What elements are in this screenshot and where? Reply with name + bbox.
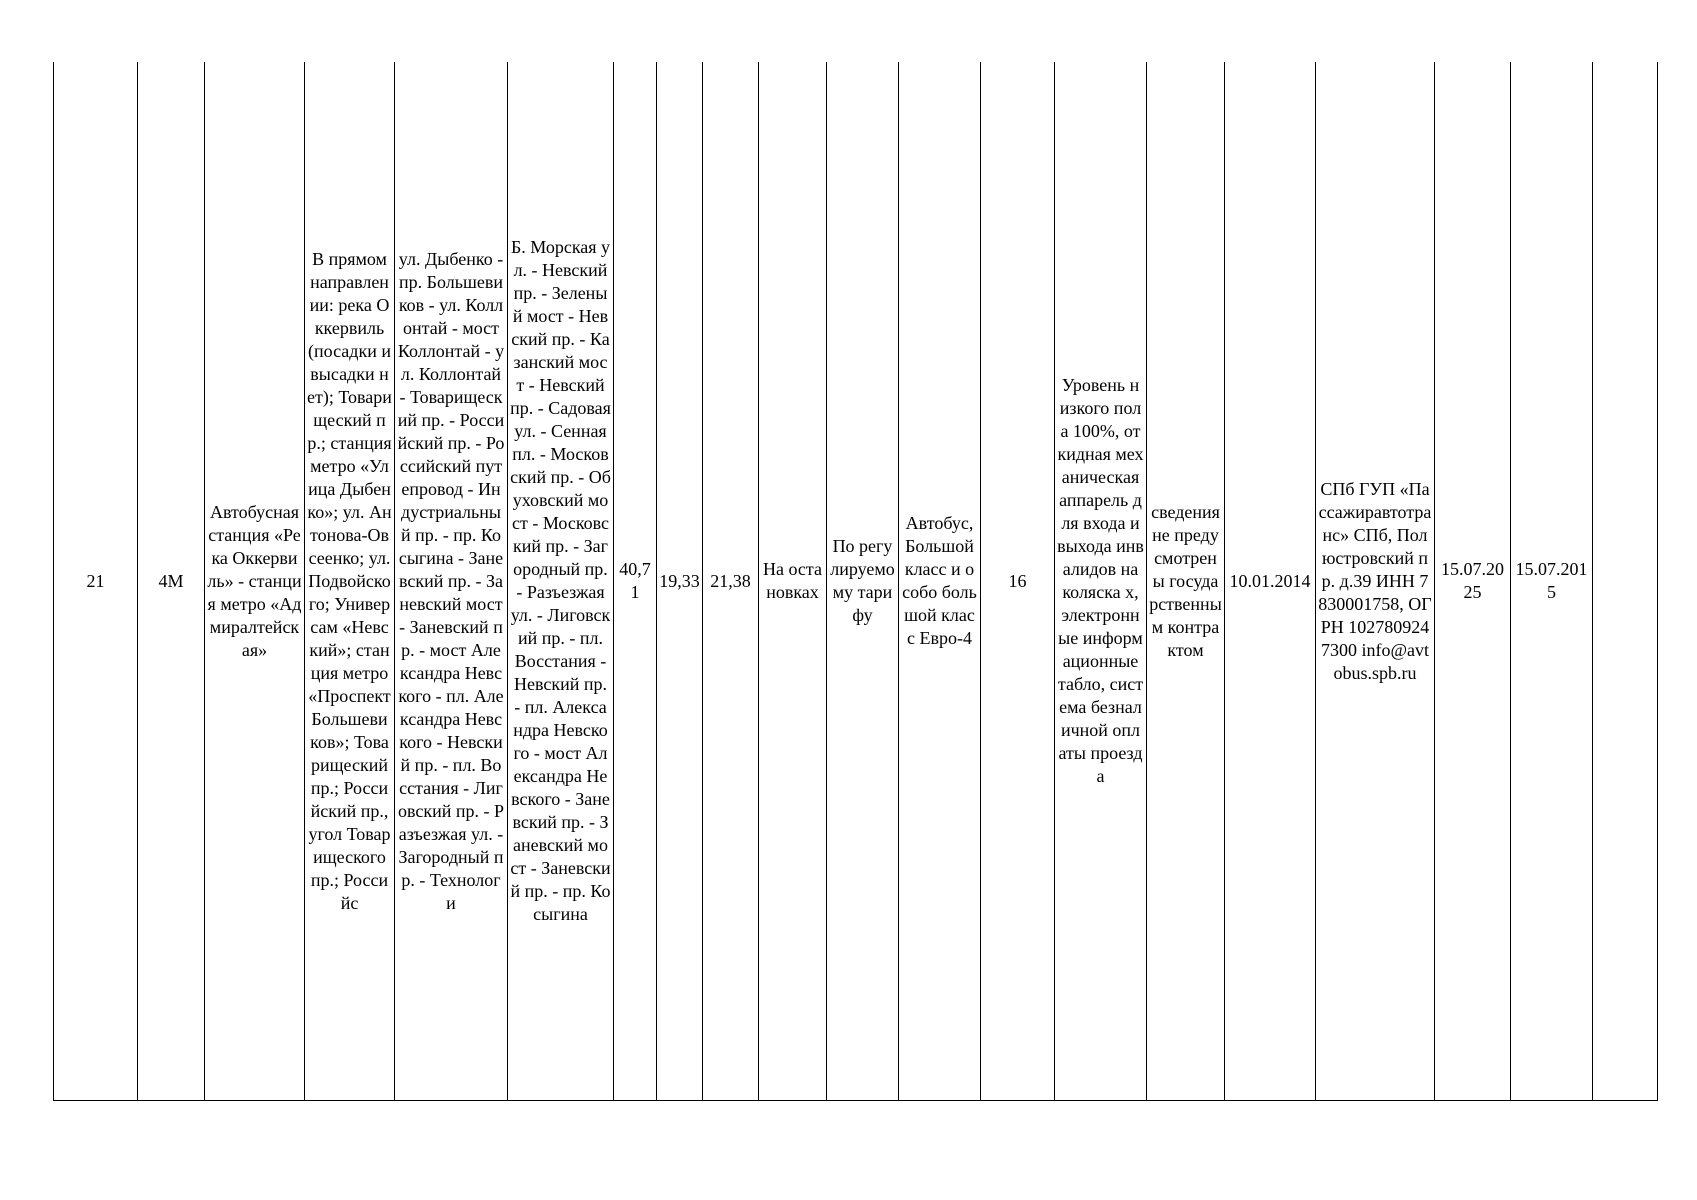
vehicle-cell: Автобус, Большой класс и особо большой класс Евро-4	[899, 62, 981, 1101]
stops-cell: В прямом направлении: река Оккервиль (посадки и высадки нет); Товарищеский пр.; станция метро «Улица Дыбенко»; ул. Антонова-Овсеенко; ул. Подвойского; Универсам «Невский»; станция метро «Проспект Большевиков»; Товарищеский пр.; Российский пр., угол Товарищеского пр.; Российс	[305, 62, 395, 1101]
length-backward-cell: 21,38	[703, 62, 759, 1101]
start-date-cell: 10.01.2014	[1225, 62, 1316, 1101]
table-row	[54, 62, 1658, 1101]
length-forward-cell: 19,33	[657, 62, 703, 1101]
contract-cell: сведения не предусмотрены государственным контрактом	[1147, 62, 1225, 1101]
date-b-cell: 15.07.2015	[1511, 62, 1593, 1101]
carrier-cell: СПб ГУП «Пассажиравтотранс» СПб, Полюстровский пр. д.39 ИНН 7830001758, ОГРН 1027809247300 info@avtobus.spb.ru	[1316, 62, 1435, 1101]
length-total-cell: 40,71	[614, 62, 657, 1101]
vehicle-count-cell: 16	[981, 62, 1055, 1101]
route-code-cell: 4М	[138, 62, 205, 1101]
streets-backward-cell: Б. Морская ул. - Невский пр. - Зеленый мост - Невский пр. - Казанский мост - Невский пр. - Садовая ул. - Сенная пл. - Московский пр. - Обуховский мост - Московский пр. - Загородный пр. - Разъезжая ул. - Лиговский пр. - пл. Восстания - Невский пр. - пл. Александра Невского - мост Александра Невского - Заневский пр. - Заневский мост - Заневский пр. - пр. Косыгина	[508, 62, 614, 1101]
extra-cell	[1593, 62, 1658, 1101]
tariff-cell: По регулируемому тарифу	[827, 62, 899, 1101]
date-a-cell: 15.07.2025	[1435, 62, 1511, 1101]
route-registry-table	[53, 62, 1658, 1101]
route-name-cell: Автобусная станция «Река Оккервиль» - станция метро «Адмиралтейская»	[205, 62, 305, 1101]
row-number-cell: 21	[54, 62, 138, 1101]
characteristics-cell: Уровень низкого пола 100%, откидная механическая аппарель для входа и выхода инвалидов на коляска х, электронные информационные табло, система безналичной оплаты проезда	[1055, 62, 1147, 1101]
boarding-order-cell: На остановках	[759, 62, 827, 1101]
streets-forward-cell: ул. Дыбенко - пр. Большевиков - ул. Коллонтай - мост Коллонтай - ул. Коллонтай - Товарищеский пр. - Российский пр. - Российский путепровод - Индустриальный пр. - пр. Косыгина - Заневский пр. - Заневский мост - Заневский пр. - мост Александра Невского - пл. Александра Невского - Невский пр. - пл. Восстания - Лиговский пр. - Разъезжая ул. - Загородный пр. - Технологи	[395, 62, 508, 1101]
